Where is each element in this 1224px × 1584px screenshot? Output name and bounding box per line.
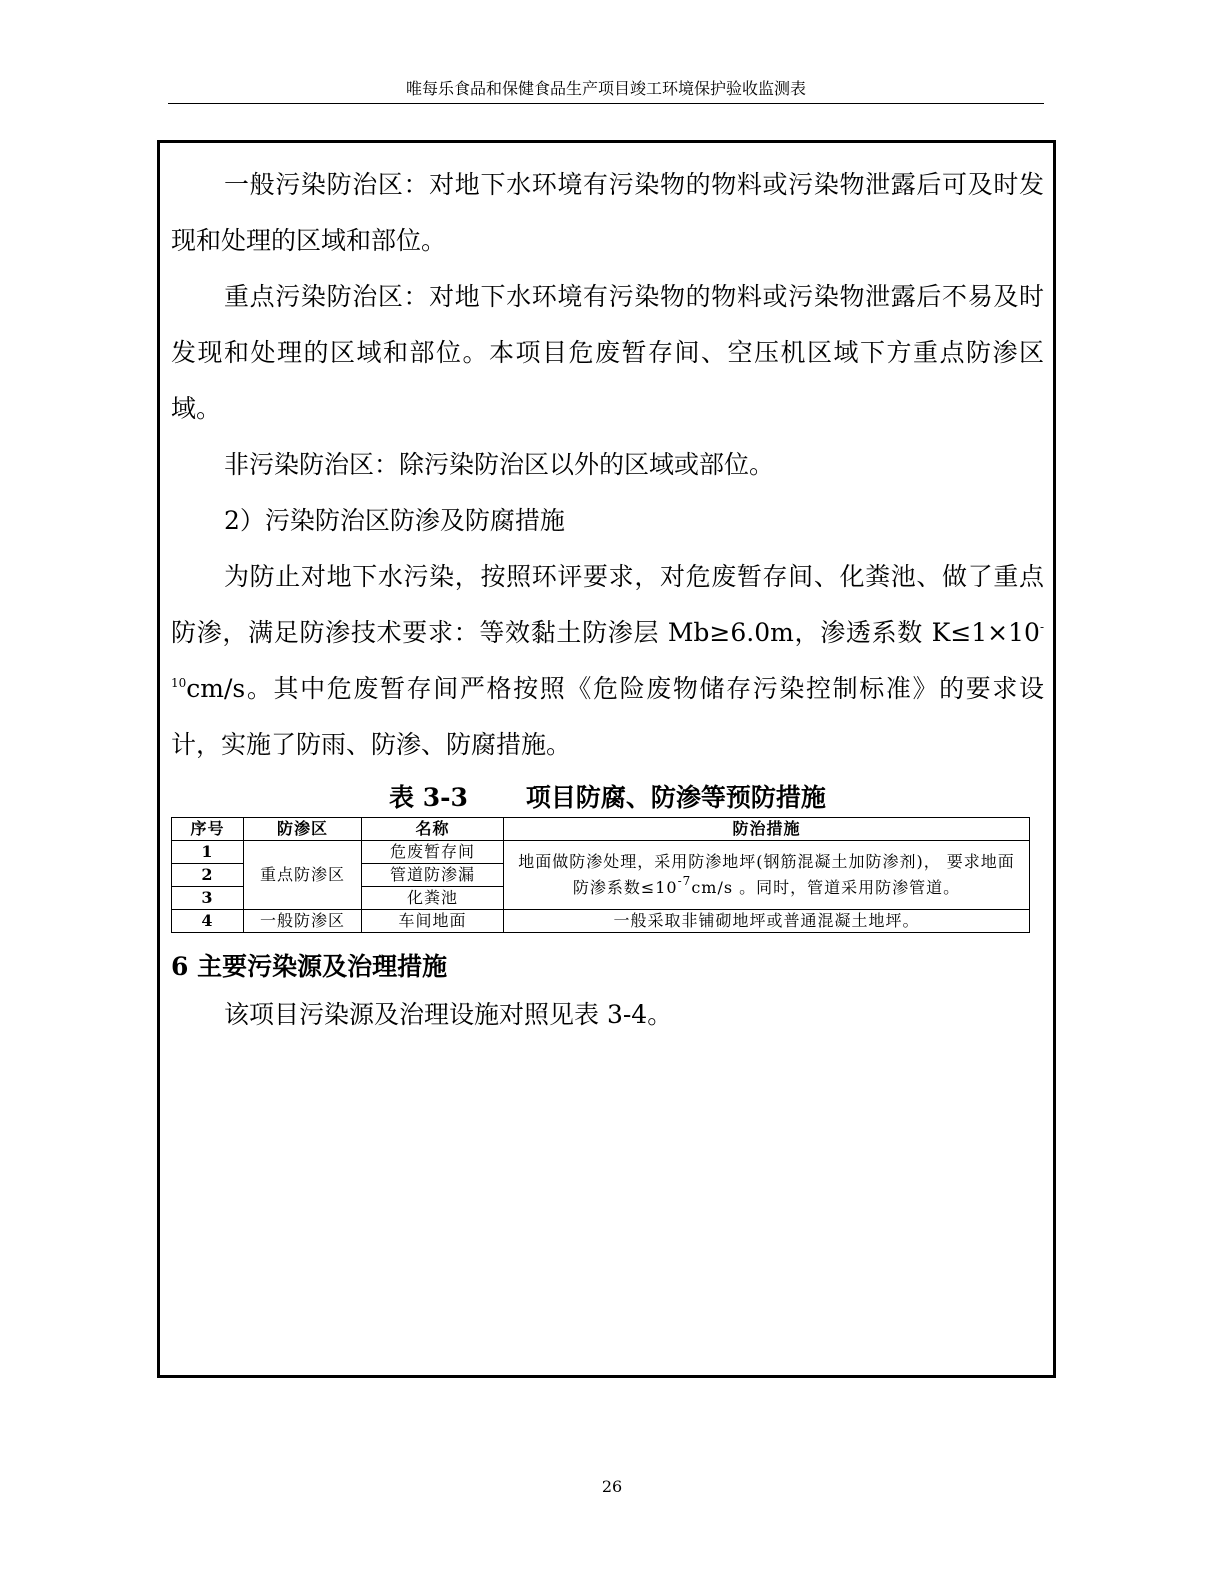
- table-caption-title: 项目防腐、防渗等预防措施: [525, 783, 826, 812]
- table-row: [172, 910, 1030, 933]
- row-name: 管道防渗漏: [362, 864, 504, 887]
- table-row: [172, 841, 1030, 864]
- content-body: [171, 157, 1044, 1043]
- table-caption: [171, 781, 1044, 815]
- row-name: 危废暂存间: [362, 841, 504, 864]
- row-no: 2: [172, 864, 244, 887]
- row-name: 车间地面: [362, 910, 504, 933]
- paragraph-key-zone: 重点污染防治区：对地下水环境有污染物的物料或污染物泄露后不易及时发现和处理的区域和部位。本项目危废暂存间、空压机区域下方重点防渗区域。: [171, 282, 1044, 423]
- measures-text-part2: cm/s。其中危废暂存间严格按照《危险废物储存污染控制标准》的要求设计，实施了防雨、防渗、防腐措施。: [171, 674, 1044, 759]
- measures-exponent: -10: [171, 620, 1044, 690]
- prevention-measures-table: [171, 817, 1030, 933]
- key-measure-part2: cm/s 。同时，管道采用防渗管道。: [691, 878, 961, 897]
- header-measure: 防治措施: [504, 818, 1030, 841]
- header-zone: 防渗区: [244, 818, 362, 841]
- measures-text-part1: 为防止对地下水污染，按照环评要求，对危废暂存间、化粪池、做了重点防渗，满足防渗技术要求：等效黏土防渗层 Mb≥6.0m，渗透系数 K≤1×10: [171, 562, 1044, 647]
- key-measure-cell: [504, 841, 1030, 910]
- row-no: 3: [172, 887, 244, 910]
- key-measure-part1: 地面做防渗处理，采用防渗地坪(钢筋混凝土加防渗剂)， 要求地面防渗系数≤10: [518, 852, 1015, 897]
- paragraph-general-zone: 一般污染防治区：对地下水环境有污染物的物料或污染物泄露后可及时发现和处理的区域和部位。: [171, 170, 1044, 255]
- header-no: 序号: [172, 818, 244, 841]
- header-name: 名称: [362, 818, 504, 841]
- row-name: 化粪池: [362, 887, 504, 910]
- paragraph-measures: [171, 549, 1044, 773]
- key-measure-exponent: -7: [677, 874, 692, 888]
- key-zone-cell: 重点防渗区: [244, 841, 362, 910]
- row-no: 4: [172, 910, 244, 933]
- row-no: 1: [172, 841, 244, 864]
- row-zone: 一般防渗区: [244, 910, 362, 933]
- table-header-row: [172, 818, 1030, 841]
- header-rule: [168, 103, 1044, 104]
- row-measure: 一般采取非铺砌地坪或普通混凝土地坪。: [504, 910, 1030, 933]
- content-frame: [157, 140, 1056, 1378]
- section-heading: 6 主要污染源及治理措施: [171, 952, 448, 981]
- table-caption-number: 表 3-3: [389, 783, 468, 812]
- paragraph-non-zone: 非污染防治区：除污染防治区以外的区域或部位。: [224, 450, 775, 479]
- running-header: 唯每乐食品和保健食品生产项目竣工环境保护验收监测表: [405, 79, 806, 98]
- page-number: 26: [601, 1477, 623, 1496]
- section-text: 该项目污染源及治理设施对照见表 3-4。: [224, 1000, 673, 1029]
- paragraph-subheading: 2）污染防治区防渗及防腐措施: [224, 506, 565, 535]
